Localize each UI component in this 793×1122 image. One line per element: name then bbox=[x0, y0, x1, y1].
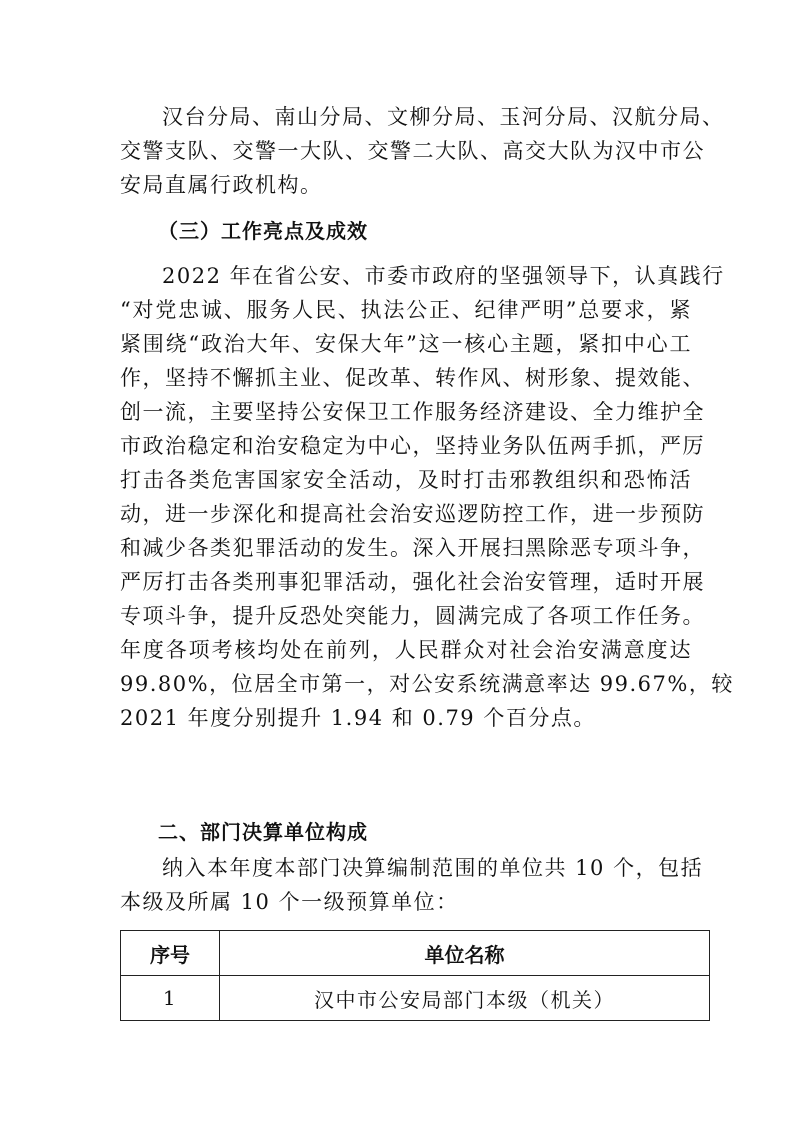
paragraph-line: 纳入本年度本部门决算编制范围的单位共 10 个，包括 bbox=[162, 856, 704, 880]
paragraph-line: 严厉打击各类刑事犯罪活动，强化社会治安管理，适时开展 bbox=[120, 570, 705, 594]
paragraph-line: 交警支队、交警一大队、交警二大队、高交大队为汉中市公 bbox=[120, 139, 705, 163]
paragraph-line: 和减少各类犯罪活动的发生。深入开展扫黑除恶专项斗争， bbox=[120, 536, 705, 560]
paragraph-line: “对党忠诚、服务人民、执法公正、纪律严明”总要求，紧 bbox=[120, 298, 692, 322]
paragraph-line: 年度各项考核均处在前列，人民群众对社会治安满意度达 bbox=[120, 638, 692, 662]
table-row bbox=[121, 976, 710, 1021]
paragraph-line: 本级及所属 10 个一级预算单位： bbox=[120, 890, 459, 914]
section-heading-units: 二、部门决算单位构成 bbox=[158, 820, 368, 844]
paragraph-line: 打击各类危害国家安全活动，及时打击邪教组织和恐怖活 bbox=[120, 468, 692, 492]
header-unit-name: 单位名称 bbox=[220, 931, 710, 976]
header-index: 序号 bbox=[121, 931, 220, 976]
paragraph-line: 专项斗争，提升反恐处突能力，圆满完成了各项工作任务。 bbox=[120, 604, 705, 628]
table-header-row bbox=[121, 931, 710, 976]
intro-paragraph bbox=[120, 100, 725, 202]
section-heading-highlights: （三）工作亮点及成效 bbox=[158, 219, 368, 243]
cell-index: 1 bbox=[121, 976, 220, 1021]
units-table bbox=[120, 930, 710, 1021]
paragraph-line: 2022 年在省公安、市委市政府的坚强领导下，认真践行 bbox=[162, 264, 725, 288]
paragraph-line: 动，进一步深化和提高社会治安巡逻防控工作，进一步预防 bbox=[120, 502, 705, 526]
paragraph-line: 汉台分局、南山分局、文柳分局、玉河分局、汉航分局、 bbox=[162, 105, 725, 129]
paragraph-line: 99.80%，位居全市第一，对公安系统满意率达 99.67%，较 bbox=[120, 672, 734, 696]
paragraph-line: 市政治稳定和治安稳定为中心，坚持业务队伍两手抓，严厉 bbox=[120, 434, 705, 458]
units-paragraph bbox=[120, 851, 704, 919]
highlights-paragraph bbox=[120, 259, 734, 735]
paragraph-line: 创一流，主要坚持公安保卫工作服务经济建设、全力维护全 bbox=[120, 400, 705, 424]
cell-unit-name: 汉中市公安局部门本级（机关） bbox=[220, 976, 710, 1021]
paragraph-line: 2021 年度分别提升 1.94 和 0.79 个百分点。 bbox=[120, 706, 596, 730]
paragraph-line: 紧围绕“政治大年、安保大年”这一核心主题，紧扣中心工 bbox=[120, 332, 692, 356]
paragraph-line: 作，坚持不懈抓主业、促改革、转作风、树形象、提效能、 bbox=[120, 366, 705, 390]
paragraph-line: 安局直属行政机构。 bbox=[120, 173, 323, 197]
